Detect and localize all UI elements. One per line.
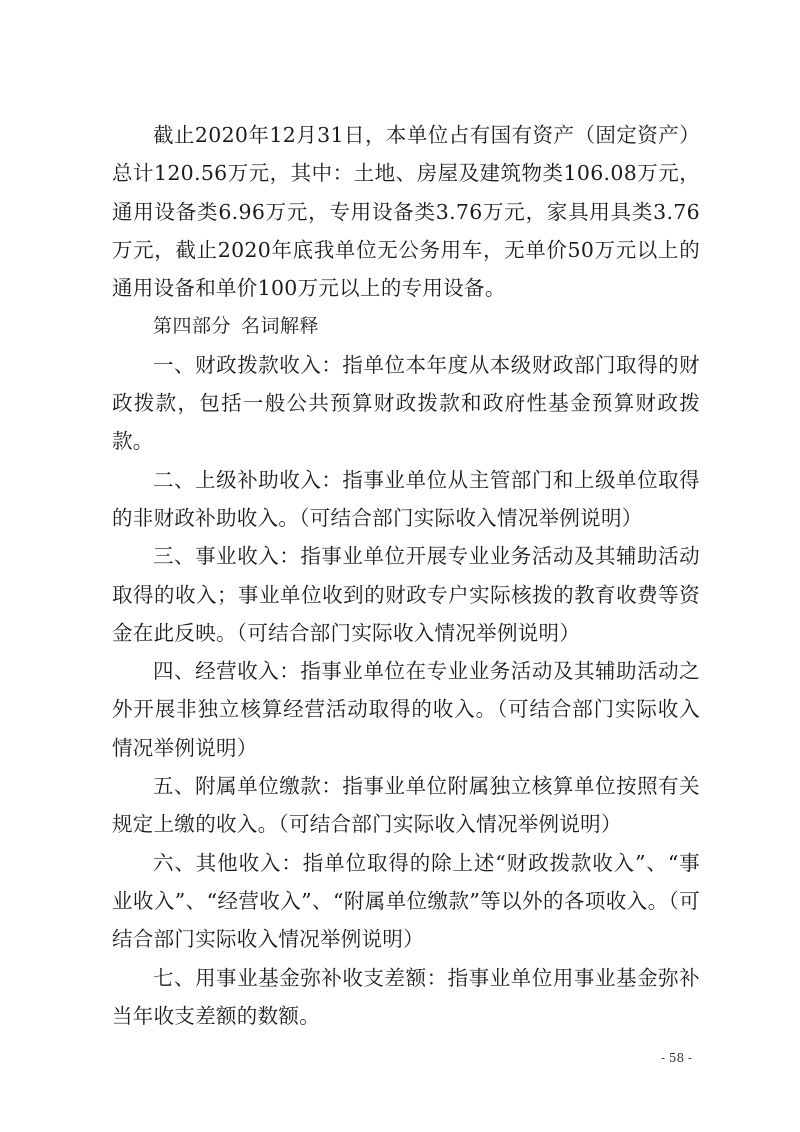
section-part-label: 第四部分: [153, 315, 232, 338]
definition-fiscal-appropriation: 一、财政拨款收入：指单位本年度从本级财政部门取得的财政拨款，包括一般公共预算财政拨款和政府性基金预算财政拨款。: [112, 352, 700, 454]
section-heading: [112, 307, 700, 345]
definition-superior-subsidy: 二、上级补助收入：指事业单位从主管部门和上级单位取得的非财政补助收入。（可结合部门实际收入情况举例说明）: [112, 467, 700, 530]
section-title: 名词解释: [241, 315, 320, 338]
asset-summary-paragraph: 截止2020年12月31日，本单位占有国有资产（固定资产）总计120.56万元，其中：土地、房屋及建筑物类106.08万元，通用设备类6.96万元，专用设备类3.76万元，家具用具类3.76万元，截止2020年底我单位无公务用车，无单价50万元以上的通用设备和单价100万元以上的专用设备。: [112, 123, 700, 301]
definition-other-income: 六、其他收入：指单位取得的除上述“财政拨款收入”、“事业收入”、“经营收入”、“附属单位缴款”等以外的各项收入。（可结合部门实际收入情况举例说明）: [112, 850, 700, 952]
definition-subsidiary-payment: 五、附属单位缴款：指事业单位附属独立核算单位按照有关规定上缴的收入。（可结合部门实际收入情况举例说明）: [112, 774, 700, 837]
page-number: - 58 -: [660, 1051, 692, 1065]
definition-business-income: 三、事业收入：指事业单位开展专业业务活动及其辅助活动取得的收入；事业单位收到的财政专户实际核拨的教育收费等资金在此反映。（可结合部门实际收入情况举例说明）: [112, 544, 700, 645]
definition-operating-income: 四、经营收入：指事业单位在专业业务活动及其辅助活动之外开展非独立核算经营活动取得的收入。（可结合部门实际收入情况举例说明）: [112, 659, 700, 760]
definition-fund-offset: 七、用事业基金弥补收支差额：指事业单位用事业基金弥补当年收支差额的数额。: [112, 965, 700, 1028]
document-body: [112, 116, 700, 1035]
